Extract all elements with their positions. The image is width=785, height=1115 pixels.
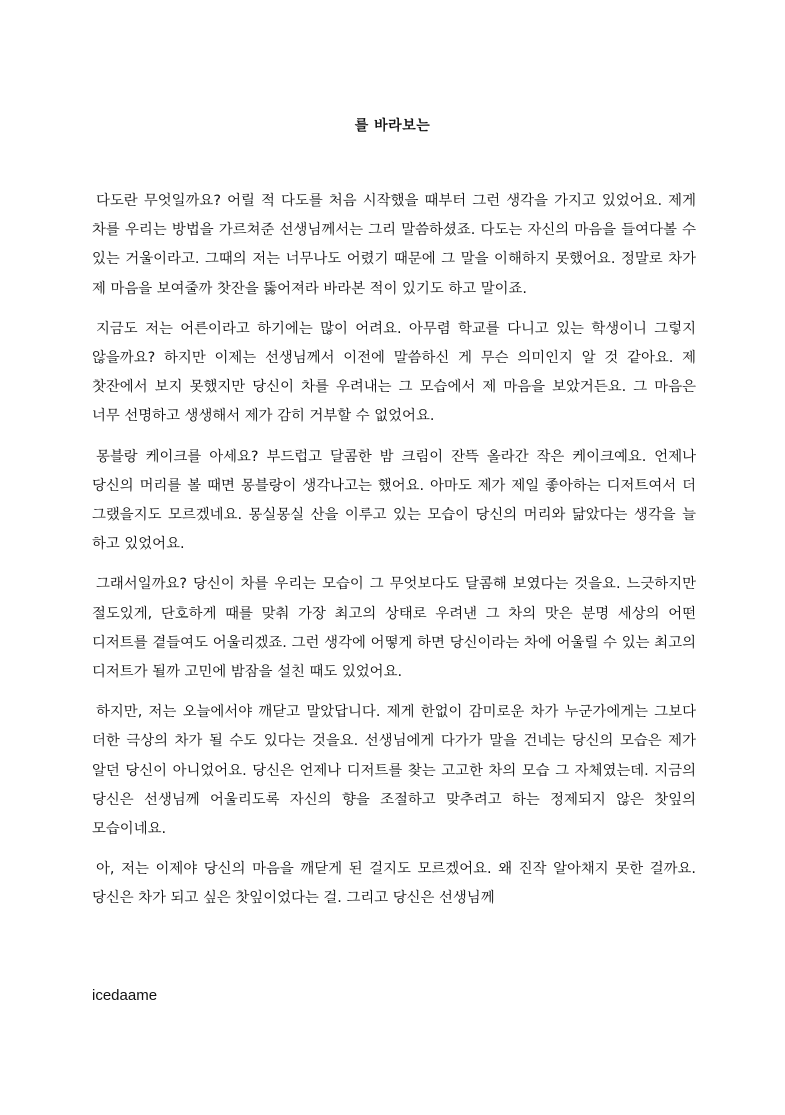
title-text: 를 바라보는 <box>354 118 431 134</box>
paragraph: 다도란 무엇일까요? 어릴 적 다도를 처음 시작했을 때부터 그런 생각을 가지고 있었어요. 제게 차를 우리는 방법을 가르쳐준 선생님께서는 그리 말씀하셨죠. 다도는 자신의 마음을 들여다볼 수 있는 거울이라고. 그때의 저는 너무나도 어렸기 때문에 그 말을 이해하지 못했어요. 정말로 차가 제 마음을 보여줄까 찻잔을 뚫어져라 바라본 적이 있기도 하고 말이죠. <box>92 193 696 297</box>
paragraph: 하지만, 저는 오늘에서야 깨닫고 말았답니다. 제게 한없이 감미로운 차가 누군가에게는 그보다 더한 극상의 차가 될 수도 있다는 것을요. 선생님에게 다가가 말을 건네는 당신의 모습은 제가 알던 당신이 아니었어요. 당신은 언제나 디저트를 찾는 고고한 차의 모습 그 자체였는데. 지금의 당신은 선생님께 어울리도록 자신의 향을 조절하고 맞추려고 하는 정제되지 않은 찻잎의 모습이네요. <box>92 704 696 838</box>
paragraph: 아, 저는 이제야 당신의 마음을 깨닫게 된 걸지도 모르겠어요. 왜 진작 알아채지 못한 걸까요. 당신은 차가 되고 싶은 찻잎이었다는 걸. 그리고 당신은 선생님께 <box>92 861 696 907</box>
document-title <box>0 116 785 136</box>
author-footer: icedaame <box>92 987 158 1004</box>
document-body <box>92 187 696 925</box>
paragraph: 그래서일까요? 당신이 차를 우리는 모습이 그 무엇보다도 달콤해 보였다는 것을요. 느긋하지만 절도있게, 단호하게 때를 맞춰 가장 최고의 상태로 우려낸 그 차의 맛은 분명 세상의 어떤 디저트를 곁들여도 어울리겠죠. 그런 생각에 어떻게 하면 당신이라는 차에 어울릴 수 있는 최고의 디저트가 될까 고민에 밤잠을 설친 때도 있었어요. <box>92 576 696 681</box>
paragraph: 지금도 저는 어른이라고 하기에는 많이 어려요. 아무렴 학교를 다니고 있는 학생이니 그렇지 않을까요? 하지만 이제는 선생님께서 이전에 말씀하신 게 무슨 의미인지 알 것 같아요. 제 찻잔에서 보지 못했지만 당신이 차를 우려내는 그 모습에서 제 마음을 보았거든요. 그 마음은 너무 선명하고 생생해서 제가 감히 거부할 수 없었어요. <box>92 320 696 425</box>
paragraph: 몽블랑 케이크를 아세요? 부드럽고 달콤한 밤 크림이 잔뜩 올라간 작은 케이크예요. 언제나 당신의 머리를 볼 때면 몽블랑이 생각나고는 했어요. 아마도 제가 제일 좋아하는 디저트여서 더 그랬을지도 모르겠네요. 몽실몽실 산을 이루고 있는 모습이 당신의 머리와 닮았다는 생각을 늘 하고 있었어요. <box>92 448 696 553</box>
